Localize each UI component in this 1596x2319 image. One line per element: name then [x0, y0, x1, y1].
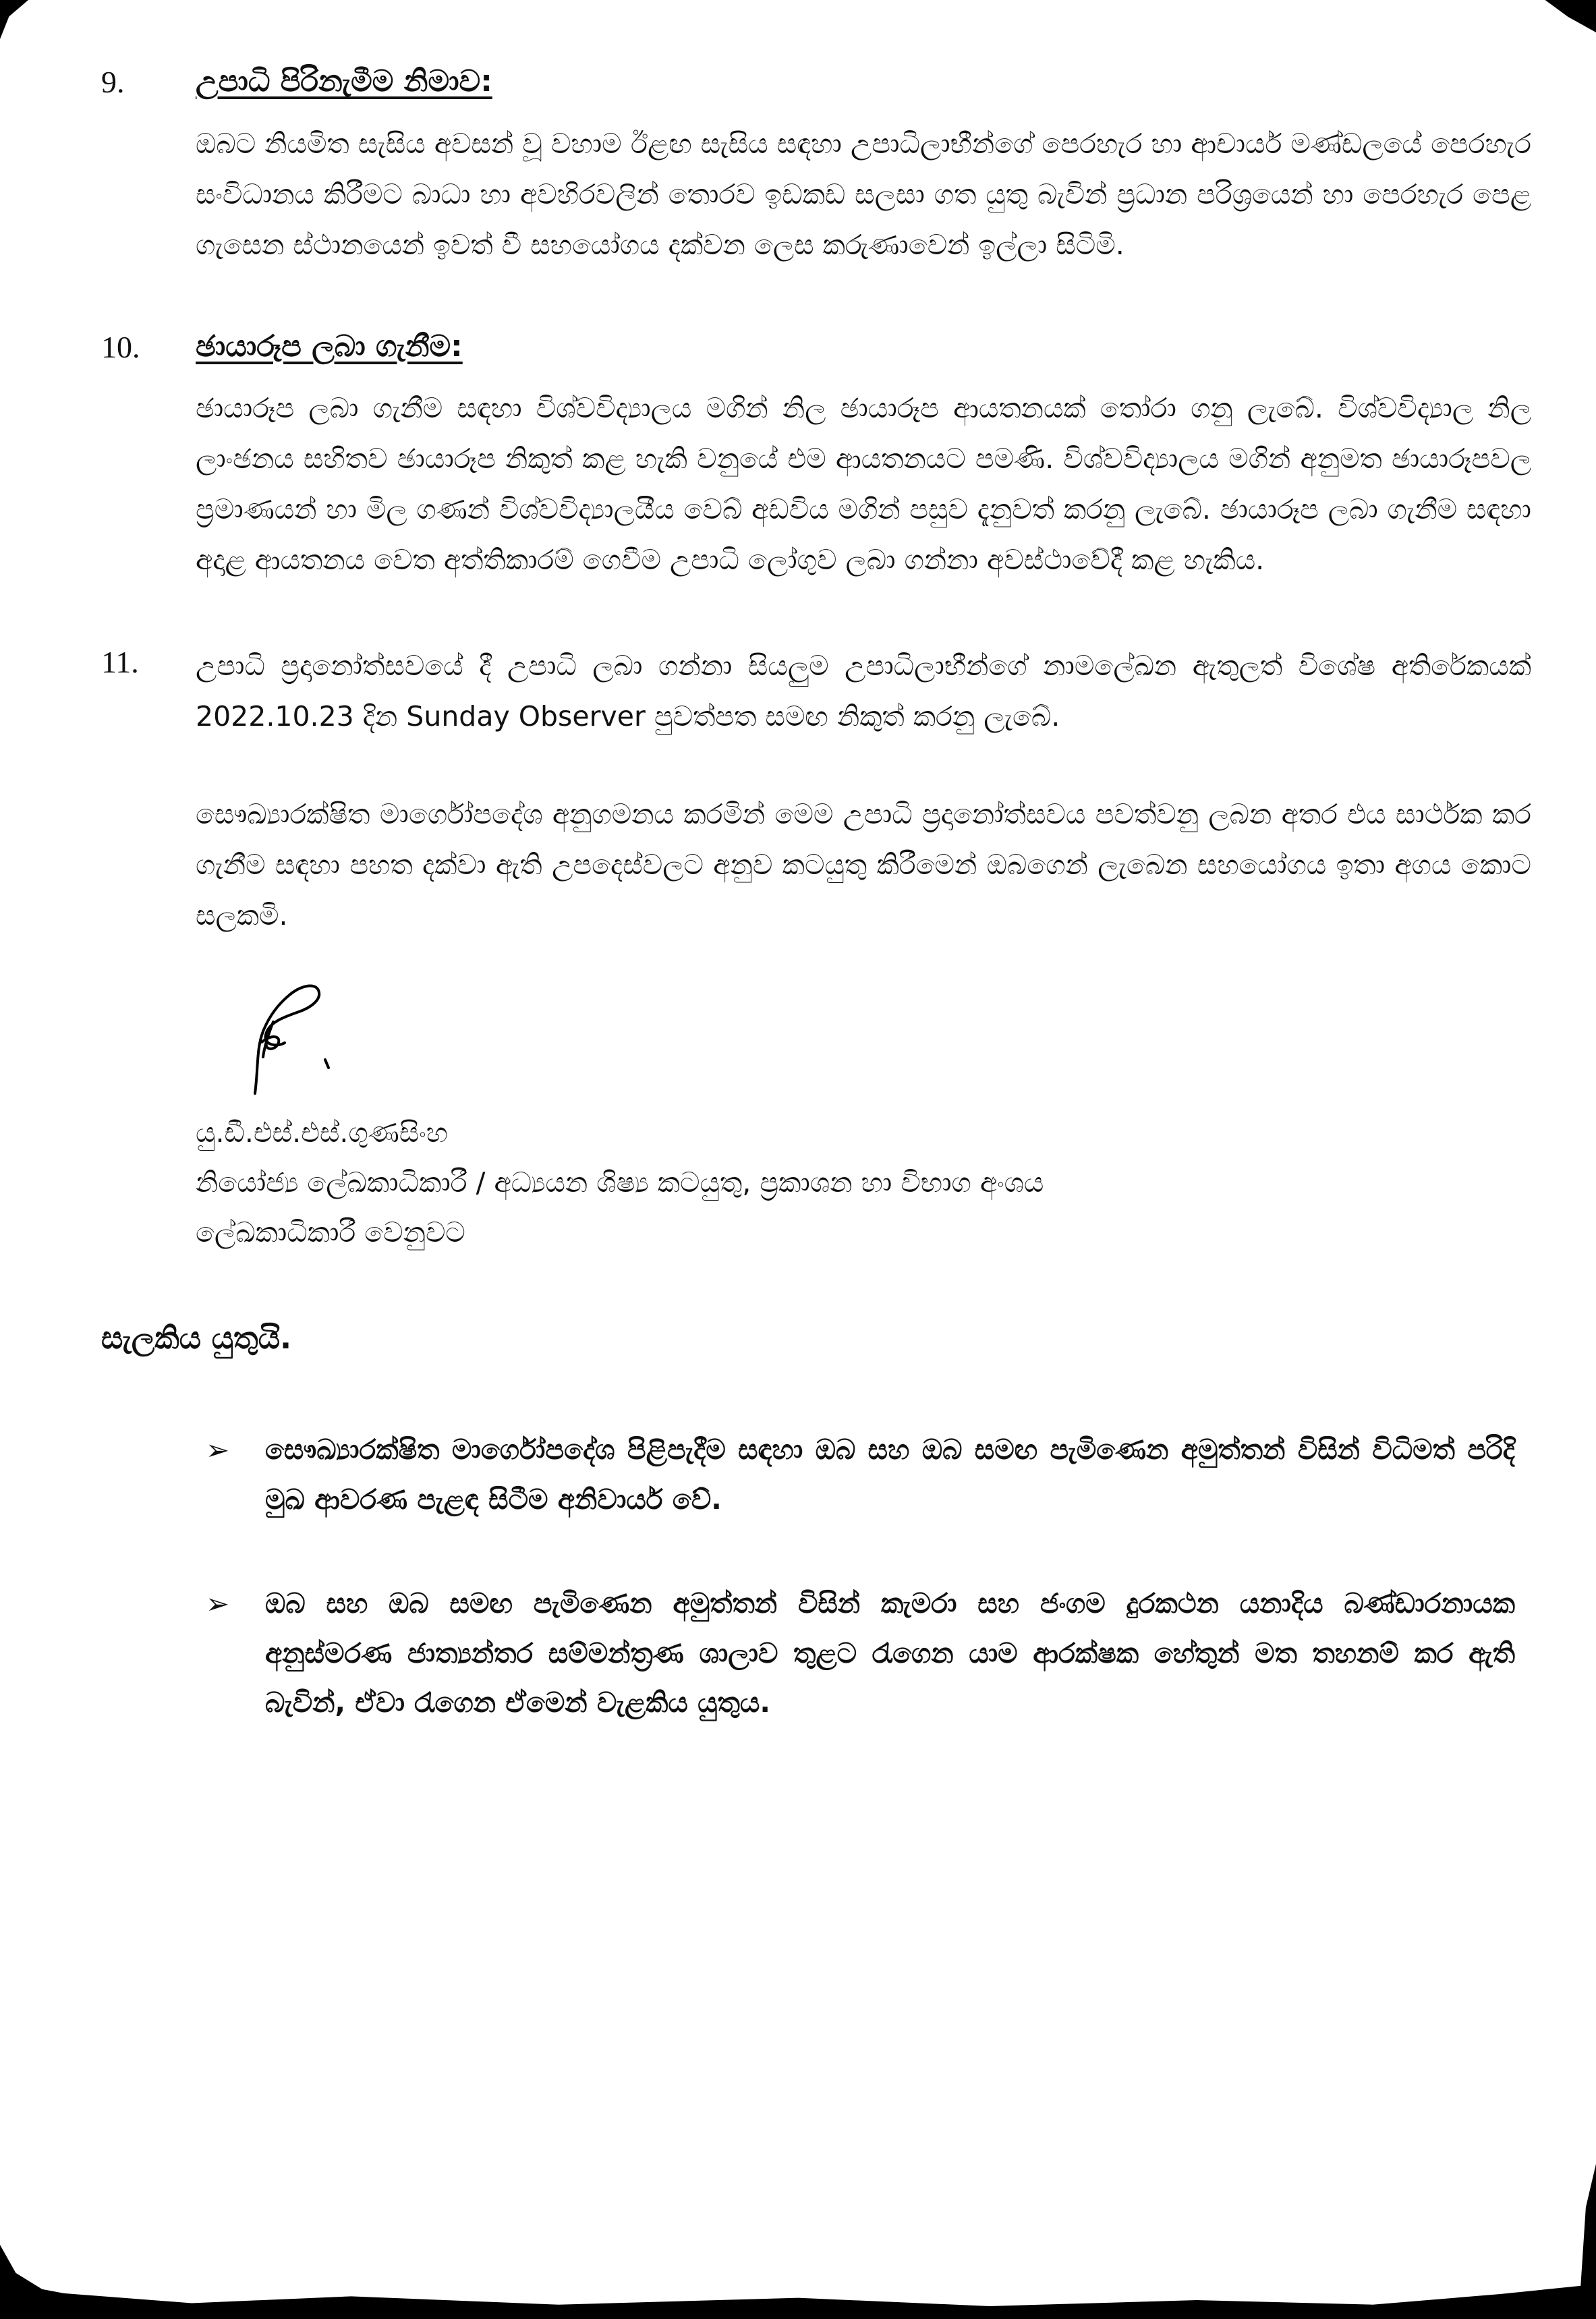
notice-bullet-1-text: සෞඛ්‍යාරක්ෂිත මාර්ගෝපදේශ පිළිපැදීම සඳහා ඔබ සහ ඔබ සමඟ පැමිණෙන අමුත්තන් විසින් විධිමත් පරිදි මුඛ ආවරණ පැළඳ සිටීම අනිවාර්ය වේ. — [265, 1433, 1515, 1516]
notice-bullet-1 — [206, 1425, 1515, 1525]
signatory-title: නියෝජ්‍ය ලේඛකාධිකාරී / අධ්‍යයන ශිෂ්‍ය කටයුතු, ප්‍රකාශන හා විභාග අංශය — [196, 1166, 1044, 1199]
item-10-content — [196, 326, 1531, 586]
item-9-heading: උපාධි පිරිනැමීම නිමාව: — [196, 64, 492, 98]
item-10 — [101, 326, 1531, 586]
item-10-number: 10. — [101, 329, 140, 364]
notice-bullet-2-text: ඔබ සහ ඔබ සමඟ පැමිණෙන අමුත්තන් විසින් කැමරා සහ ජංගම දුරකථන යනාදිය බණ්ඩාරනායක අනුස්මරණ ජාත්‍යන්තර සම්මන්ත්‍රණ ශාලාව තුළට රැගෙන යාම ආරක්ෂක හේතුන් මත තහනම් කර ඇති බැවින්, ඒවා රැගෙන ඒමෙන් වැළකිය යුතුය. — [265, 1586, 1515, 1719]
scan-artifact-bottom-band — [0, 2281, 1596, 2319]
item-9-body: ඔබට නියමිත සැසිය අවසන් වූ වහාම ඊළඟ සැසිය සඳහා උපාධිලාභීන්ගේ පෙරහැර හා ආචාර්ය මණ්ඩලයේ පෙරහැර සංවිධානය කිරීමට බාධා හා අවහිරවලින් තොරව ඉඩකඩ සලසා ගත යුතු බැවින් ප්‍රධාන පරිශ්‍රයෙන් හා පෙරහැර පෙළ ගැසෙන ස්ථානයෙන් ඉවත් වී සහයෝගය දක්වන ලෙස කරුණාවෙන් ඉල්ලා සිටිමි. — [196, 127, 1531, 261]
item-11-content — [196, 641, 1531, 742]
signatory-block — [196, 1108, 1596, 1257]
notice-bullet-2 — [206, 1579, 1515, 1728]
notice-heading: සැලකිය යුතුයි. — [101, 1319, 292, 1356]
signature-scribble — [236, 981, 364, 1096]
item-11 — [101, 641, 1531, 742]
signatory-on-behalf-of: ලේඛකාධිකාරී වෙනුවට — [196, 1215, 465, 1249]
closing-paragraph: සෞඛ්‍යාරක්ෂිත මාර්ගෝපදේශ අනුගමනය කරමින් මෙම උපාධි ප්‍රදානෝත්සවය පවත්වනු ලබන අතර එය සාර්ථක කර ගැනීම සඳහා පහත දක්වා ඇති උපදෙස්වලට අනුව කටයුතු කිරීමෙන් ඔබගෙන් ලැබෙන සහයෝගය ඉතා අගය කොට සලකමි. — [196, 798, 1531, 932]
item-9-number: 9. — [101, 65, 125, 99]
arrow-bullet-icon: ➢ — [206, 1433, 230, 1467]
arrow-bullet-icon: ➢ — [206, 1586, 230, 1620]
item-9-content — [196, 61, 1531, 270]
item-9 — [101, 61, 1531, 270]
scan-artifact-top-left — [0, 0, 28, 39]
scan-artifact-bottom-right — [1578, 2164, 1596, 2319]
item-10-body: ඡායාරූප ලබා ගැනීම සඳහා විශ්වවිද්‍යාලය මගින් නිල ඡායාරූප ආයතනයක් තෝරා ගනු ලැබේ. විශ්වවිද්‍යාල නිල ලාංඡනය සහිතව ඡායාරූප නිකුත් කළ හැකි වනුයේ එම ආයතනයට පමණි. විශ්වවිද්‍යාලය මගින් අනුමත ඡායාරූපවල ප්‍රමාණයන් හා මිල ගණන් විශ්වවිද්‍යාලයීය වෙබ් අඩවිය මගින් පසුව දැනුවත් කරනු ලැබේ. ඡායාරූප ලබා ගැනීම සඳහා අදාළ ආයතනය වෙත අත්තිකාරම් ගෙවීම උපාධි ලෝගුව ලබා ගන්නා අවස්ථාවේදී කළ හැකිය. — [196, 392, 1531, 577]
signature — [236, 981, 1596, 1096]
item-11-body: උපාධි ප්‍රදානෝත්සවයේ දී උපාධි ලබා ගන්නා සියලුම උපාධිලාභීන්ගේ නාමලේඛන ඇතුලත් විශේෂ අතිරේකයක් 2022.10.23 දින Sunday Observer පුවත්පත සමඟ නිකුත් කරනු ලැබේ. — [196, 650, 1531, 733]
item-10-heading: ඡායාරූප ලබා ගැනීම: — [196, 328, 463, 364]
signatory-name: යු.ඩී.එස්.එස්.ගුණසිංහ — [196, 1116, 448, 1149]
scan-artifact-top-right — [1534, 0, 1596, 32]
item-11-number: 11. — [101, 645, 139, 680]
